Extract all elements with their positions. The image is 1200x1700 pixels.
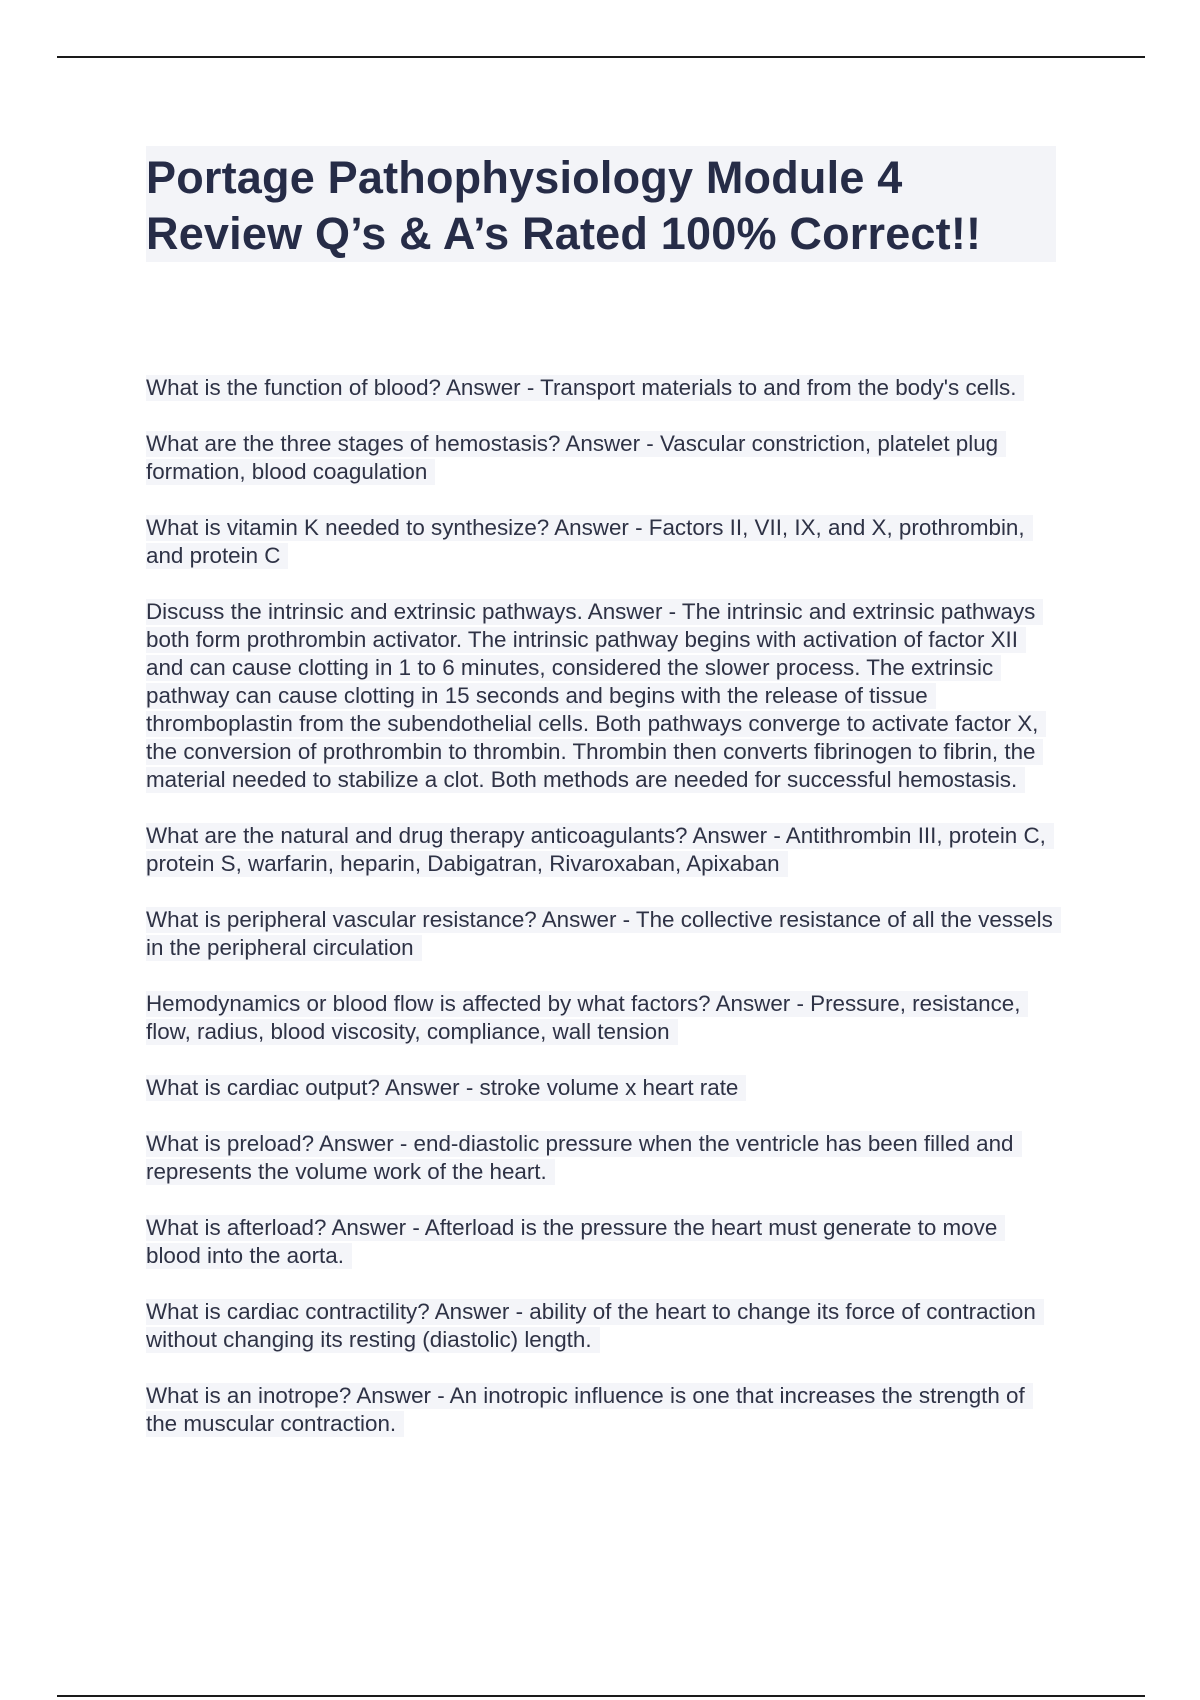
qa-text: What are the three stages of hemostasis? Answer - Vascular constriction, platelet plug formation, blood coagulation (146, 431, 1006, 485)
qa-text: What is vitamin K needed to synthesize? Answer - Factors II, VII, IX, and X, prothrombin, and protein C (146, 515, 1033, 569)
qa-item (146, 1298, 1056, 1354)
qa-text: What is preload? Answer - end-diastolic pressure when the ventricle has been filled and represents the volume work of the heart. (146, 1131, 1022, 1185)
qa-item (146, 430, 1056, 486)
qa-item (146, 1074, 1056, 1102)
qa-text: What is peripheral vascular resistance? Answer - The collective resistance of all the vessels in the peripheral circulation (146, 907, 1061, 961)
qa-text: What is afterload? Answer - Afterload is the pressure the heart must generate to move blood into the aorta. (146, 1215, 1005, 1269)
qa-text: Hemodynamics or blood flow is affected by what factors? Answer - Pressure, resistance, flow, radius, blood viscosity, compliance, wall tension (146, 991, 1028, 1045)
qa-text: What is an inotrope? Answer - An inotropic influence is one that increases the strength of the muscular contraction. (146, 1383, 1033, 1437)
qa-item (146, 1382, 1056, 1438)
qa-item (146, 1130, 1056, 1186)
qa-item (146, 990, 1056, 1046)
qa-item (146, 374, 1056, 402)
qa-text: What is the function of blood? Answer - Transport materials to and from the body's cells. (146, 375, 1024, 401)
top-rule (57, 56, 1145, 58)
qa-list (146, 374, 1056, 1438)
qa-text: What is cardiac contractility? Answer - ability of the heart to change its force of contraction without changing its resting (diastolic) length. (146, 1299, 1044, 1353)
qa-text: What are the natural and drug therapy anticoagulants? Answer - Antithrombin III, protein C, protein S, warfarin, heparin, Dabigatran, Rivaroxaban, Apixaban (146, 823, 1054, 877)
bottom-rule (57, 1695, 1145, 1697)
qa-item (146, 514, 1056, 570)
qa-item (146, 906, 1056, 962)
qa-text: Discuss the intrinsic and extrinsic pathways. Answer - The intrinsic and extrinsic pathways both form prothrombin activator. The intrinsic pathway begins with activation of factor XII and can cause clotting in 1 to 6 minutes, considered the slower process. The extrinsic pathway can cause clotting in 15 seconds and begins with the release of tissue thromboplastin from the subendothelial cells. Both pathways converge to activate factor X, the conversion of prothrombin to thrombin. Thrombin then converts fibrinogen to fibrin, the material needed to stabilize a clot. Both methods are needed for successful hemostasis. (146, 599, 1046, 793)
qa-text: What is cardiac output? Answer - stroke volume x heart rate (146, 1075, 746, 1101)
qa-item (146, 1214, 1056, 1270)
document-body (146, 146, 1056, 1466)
qa-item (146, 598, 1056, 794)
qa-item (146, 822, 1056, 878)
document-title: Portage Pathophysiology Module 4 Review Q’s & A’s Rated 100% Correct!! (146, 146, 1056, 262)
